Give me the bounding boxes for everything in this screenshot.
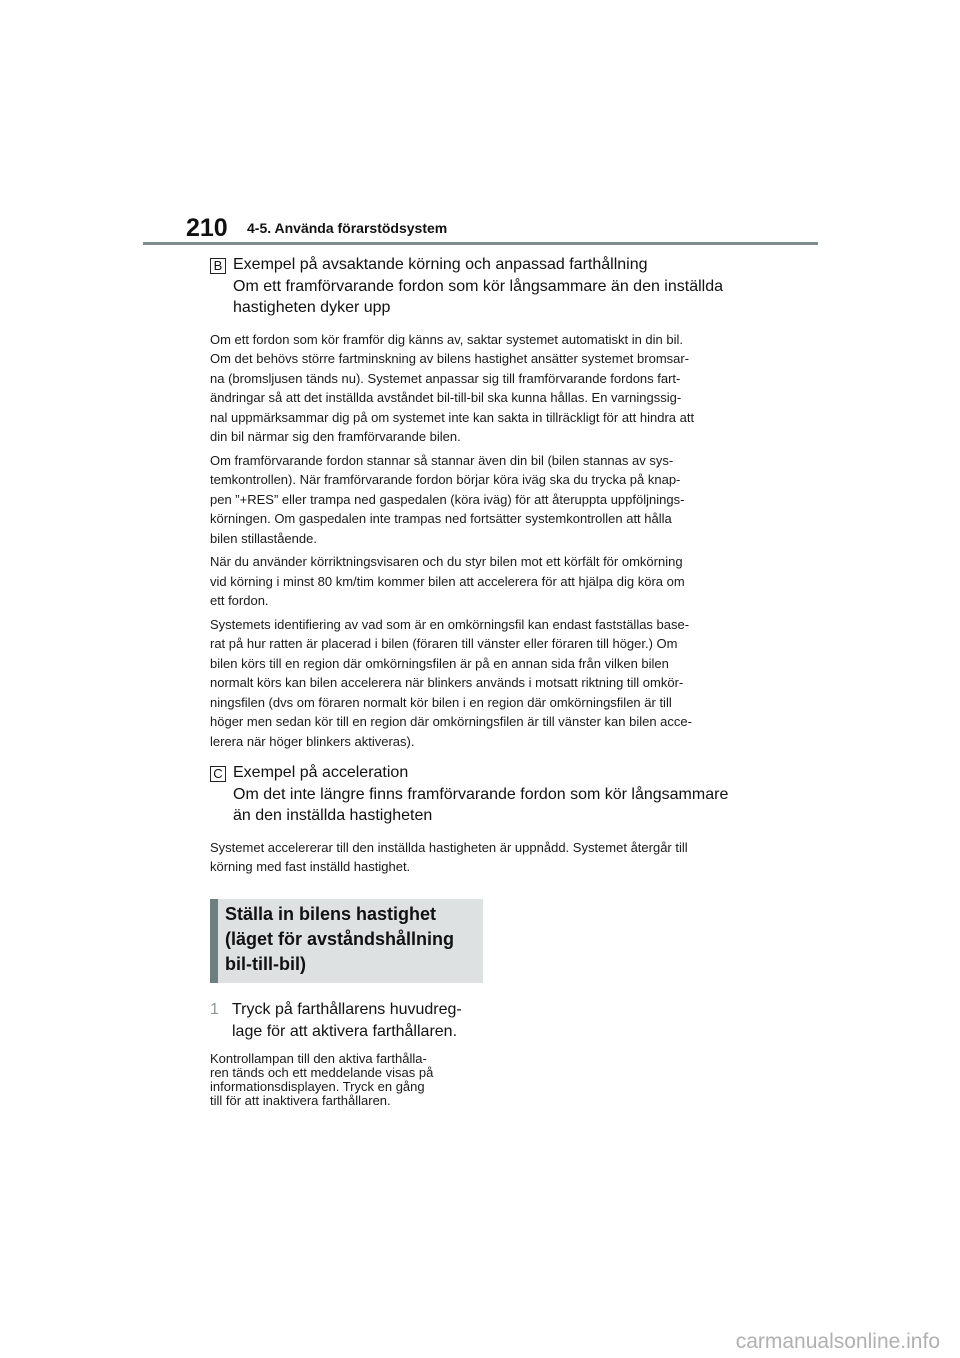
text-line: Systemet accelererar till den inställda hastigheten är uppnådd. Systemet återgår till [210,839,688,855]
section-title-line: bil-till-bil) [225,953,306,974]
text-line: ändringar så att det inställda avståndet bil-till-bil ska kunna hållas. En varningssig- [210,390,682,405]
text-line: Om ett fordon som kör framför dig känns av, saktar systemet automatiskt in din bil. [210,331,683,347]
section-c-heading [210,762,750,827]
section-c-paragraph [210,838,750,877]
section-b-heading [210,254,750,319]
text-line: Systemets identifiering av vad som är en omkörningsfil kan endast fastställas base- [210,616,690,632]
text-line: normalt körs kan bilen accelerera när blinkers används i motsatt riktning till omkör- [210,675,684,690]
section-b-paragraph-2 [210,451,750,549]
text-line: ren tänds och ett meddelande visas på [210,1064,434,1080]
text-line: pen ”+RES” eller trampa ned gaspedalen (köra iväg) för att återuppta uppföljnings- [210,491,685,507]
text-line: körningen. Om gaspedalen inte trampas ned fortsätter systemkontrollen att hålla [210,511,672,526]
step-1-note [210,1052,480,1108]
text-line: nal uppmärksammar dig på om systemet inte kan sakta in tillräckligt för att hindra att [210,409,695,425]
text-line: ett fordon. [210,593,269,608]
section-c-heading-line: Exempel på acceleration [233,764,409,781]
text-line: na (bromsljusen tänds nu). Systemet anpassar sig till framförvarande fordons fart- [210,370,681,386]
text-line: lerera när höger blinkers aktiveras). [210,733,415,749]
section-title-box [210,899,483,983]
step-1 [210,999,750,1043]
text-line: Om framförvarande fordon stannar så stannar även din bil (bilen stannas av sys- [210,452,674,468]
section-c-heading-line: Om det inte längre finns framförvarande fordon som kör långsammare [233,785,729,803]
step-number: 1 [210,1000,219,1018]
text-line: din bil närmar sig den framförvarande bilen. [210,429,461,444]
section-b-paragraph-3 [210,552,750,611]
text-line: bilen körs till en region där omkörningsfilen är på en annan sida från vilken bilen [210,655,669,671]
text-line: höger men sedan kör till en region där omkörningsfilen är till vänster kan bilen acce- [210,714,692,729]
section-b-heading-line: Om ett framförvarande fordon som kör långsammare än den inställda [233,277,724,295]
marker-b: B [210,258,226,274]
text-line: vid körning i minst 80 km/tim kommer bilen att accelerera för att hjälpa dig köra om [210,573,685,589]
section-b-heading-line: Exempel på avsaktande körning och anpassad farthållning [233,256,648,273]
section-c-heading-line: än den inställda hastigheten [233,807,433,824]
text-line: till för att inaktivera farthållaren. [210,1092,391,1108]
header-rule [143,242,818,245]
text-line: informationsdisplayen. Tryck en gång [210,1078,425,1094]
text-line: körning med fast inställd hastighet. [210,859,411,874]
text-line: rat på hur ratten är placerad i bilen (föraren till vänster eller föraren till höger.) Om [210,636,678,651]
section-b-heading-line: hastigheten dyker upp [233,299,391,316]
text-line: Om det behövs större fartminskning av bilens hastighet ansätter systemet bromsar- [210,351,690,366]
section-title-line: Ställa in bilens hastighet [225,903,437,924]
watermark: carmanualsonline.info [735,1330,940,1353]
text-line: Kontrollampan till den aktiva farthålla- [210,1050,427,1066]
page-number: 210 [186,214,228,242]
text-line: När du använder körriktningsvisaren och du styr bilen mot ett körfält för omkörning [210,554,683,569]
text-line: bilen stillastående. [210,530,317,546]
step-text-line: Tryck på farthållarens huvudreg- [232,1000,462,1018]
text-line: temkontrollen). När framförvarande fordon börjar köra iväg ska du trycka på knap- [210,472,681,487]
page-content [210,254,750,1108]
step-text-line: lage för att aktivera farthållaren. [232,1022,458,1040]
section-b-paragraph-1 [210,330,750,447]
section-title-line: (läget för avståndshållning [225,928,455,949]
section-b-paragraph-4 [210,615,750,752]
marker-c: C [210,766,226,782]
chapter-title: 4-5. Använda förarstödsystem [247,220,448,236]
text-line: ningsfilen (dvs om föraren normalt kör bilen i en region där omkörningsfilen är till [210,694,672,710]
